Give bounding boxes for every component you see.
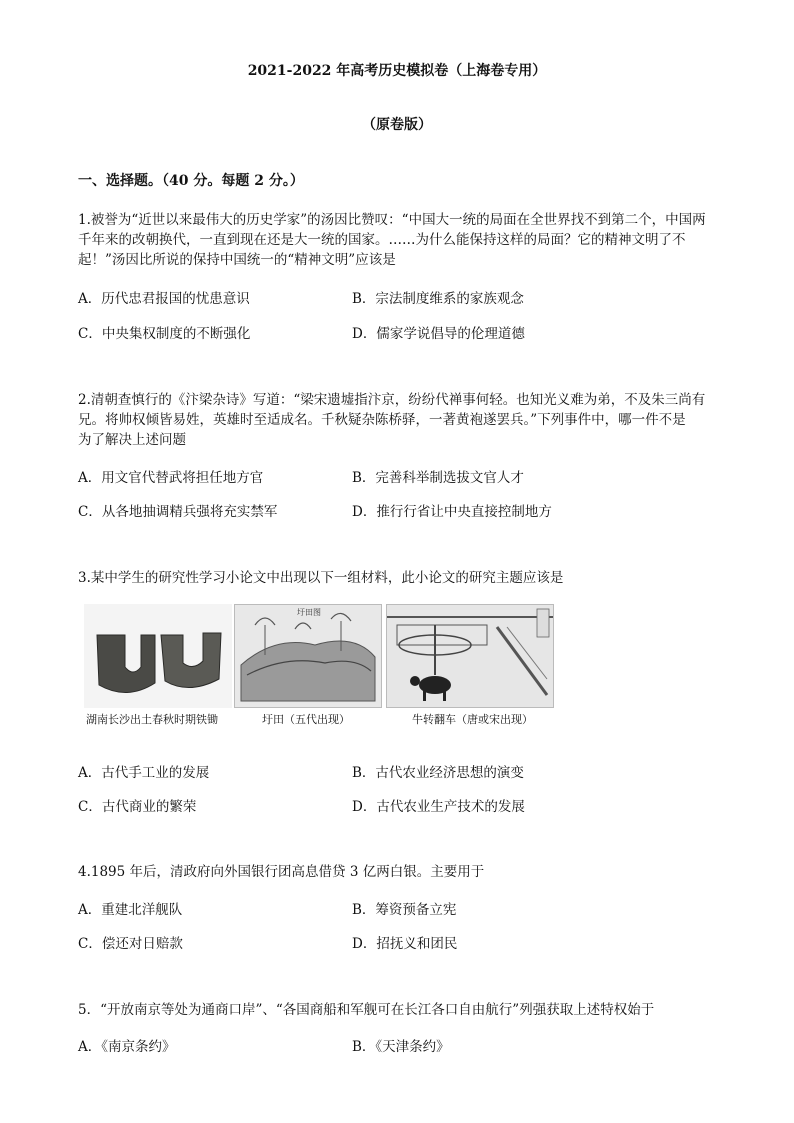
figure-1-caption: 湖南长沙出土春秋时期铁锄 [86,713,218,726]
question-3-option-d[interactable]: D．古代农业生产技术的发展 [352,799,525,815]
question-1-option-d[interactable]: D．儒家学说倡导的伦理道德 [352,326,525,342]
question-1-option-b[interactable]: B．宗法制度维系的家族观念 [352,291,524,307]
question-5-option-a[interactable]: A．《南京条约》 [78,1039,176,1055]
question-2-option-b[interactable]: B．完善科举制选拔文官人才 [352,470,524,486]
question-2-option-c[interactable]: C．从各地抽调精兵强将充实禁军 [78,504,278,520]
question-1-option-a[interactable]: A．历代忠君报国的忧患意识 [78,291,250,307]
section-heading: 一、选择题。（40 分。每题 2 分。） [78,173,304,189]
stem-line: 2.清朝查慎行的《汴梁杂诗》写道：“梁宋遗墟指汴京，纷纷代禅事何轻。也知光义难为弟，不及朱三尚有 [78,392,706,408]
stem-line: 起！”汤因比所说的保持中国统一的“精神文明”应该是 [78,252,396,268]
stem-line: 4.1895 年后，清政府向外国银行团高息借贷 3 亿两白银。主要用于 [78,864,485,880]
stem-line: 为了解决上述问题 [78,432,186,448]
stem-line: 千年来的改朝换代，一直到现在还是大一统的国家。……为什么能保持这样的局面？它的精神文明了不 [78,232,686,248]
stem-line: 5．“开放南京等处为通商口岸”、“各国商船和军舰可在长江各口自由航行”列强获取上述特权始于 [78,1002,655,1018]
question-3-option-a[interactable]: A．古代手工业的发展 [78,765,210,781]
question-1-option-c[interactable]: C．中央集权制度的不断强化 [78,326,251,342]
ox-waterwheel-image [386,604,554,708]
question-4-option-d[interactable]: D．招抚义和团民 [352,936,458,952]
stem-line: 1.被誉为“近世以来最伟大的历史学家”的汤因比赞叹：“中国大一统的局面在全世界找不到第二个，中国两 [78,212,706,228]
question-4-stem [78,862,718,882]
question-4-option-b[interactable]: B．筹资预备立宪 [352,902,457,918]
page-subtitle: （原卷版） [362,117,432,133]
iron-hoe-photo [84,604,232,708]
figure-3-caption: 牛转翻车（唐或宋出现） [412,713,533,726]
question-3-option-c[interactable]: C．古代商业的繁荣 [78,799,197,815]
question-5-stem [78,1000,718,1020]
question-2-option-a[interactable]: A．用文官代替武将担任地方官 [78,470,264,486]
polder-inset-label: 圩田图 [297,608,321,617]
page-title: 2021-2022 年高考历史模拟卷（上海卷专用） [247,63,547,79]
question-3-option-b[interactable]: B．古代农业经济思想的演变 [352,765,524,781]
question-4-option-a[interactable]: A．重建北洋舰队 [78,902,183,918]
question-4-option-c[interactable]: C．偿还对日赔款 [78,936,183,952]
stem-line: 兄。将帅权倾皆易姓，英雄时至适成名。千秋疑杂陈桥驿，一著黄袍遂罢兵。”下列事件中，哪一件不是 [78,412,686,428]
iron-hoe-drawing [85,605,231,707]
ox-waterwheel-drawing [387,605,553,707]
question-1-stem [78,210,718,270]
question-5-option-b[interactable]: B．《天津条约》 [352,1039,450,1055]
polder-field-image [234,604,382,708]
stem-line: 3.某中学生的研究性学习小论文中出现以下一组材料，此小论文的研究主题应该是 [78,570,564,586]
question-3-stem [78,568,718,588]
question-2-option-d[interactable]: D．推行行省让中央直接控制地方 [352,504,552,520]
figure-2-caption: 圩田（五代出现） [262,713,350,726]
question-2-stem [78,390,718,450]
polder-field-drawing [235,605,381,707]
